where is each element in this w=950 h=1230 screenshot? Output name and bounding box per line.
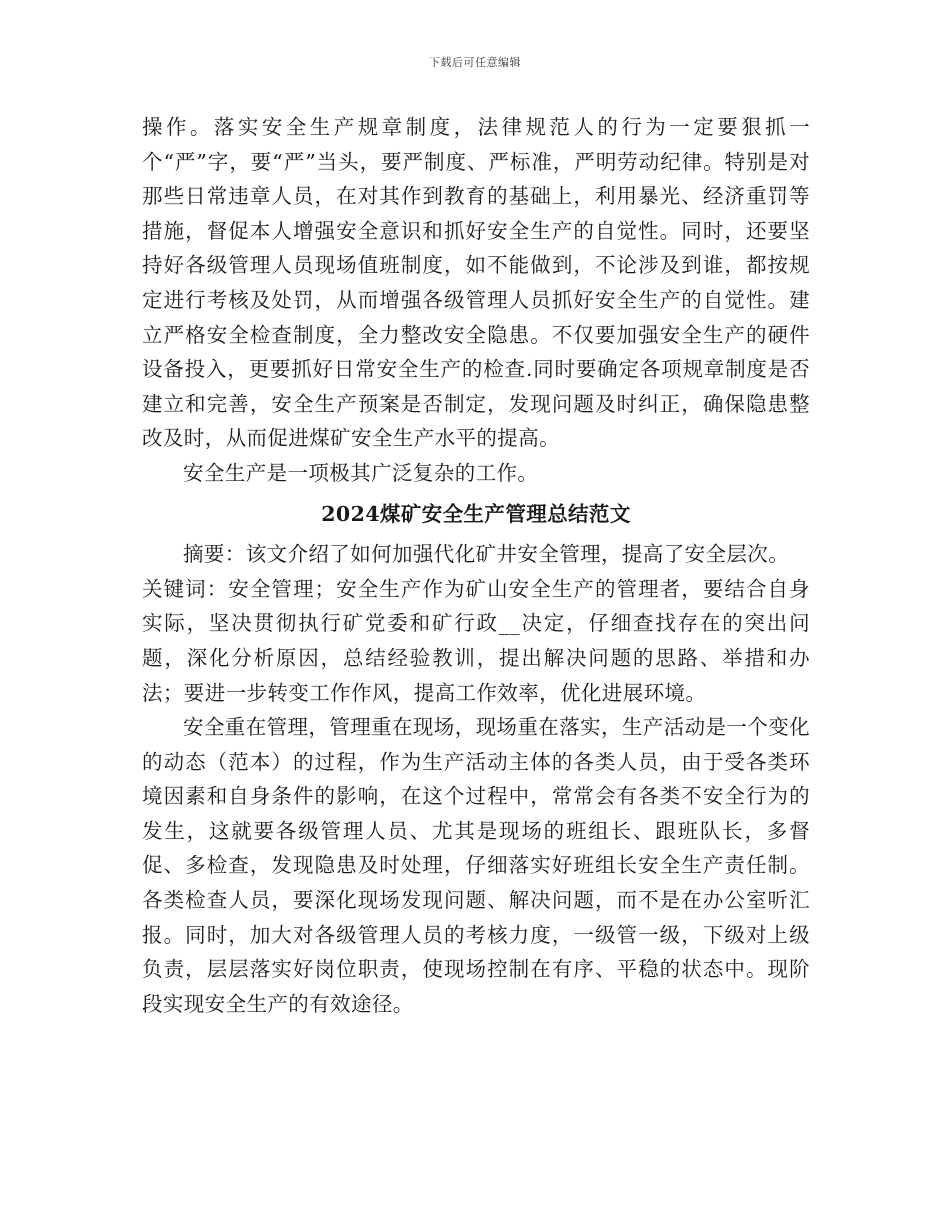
paragraph-5: 安全重在管理，管理重在现场，现场重在落实，生产活动是一个变化的动态（范本）的过程，作为生产活动主体的各类人员，由于受各类环境因素和自身条件的影响，在这个过程中，常常会有各类不安全行为的发生，这就要各级管理人员、尤其是现场的班组长、跟班队长，多督促、多检查，发现隐患及时处理，仔细落实好班组长安全生产责任制。各类检查人员，要深化现场发现问题、解决问题，而不是在办公室听汇报。同时，加大对各级管理人员的考核力度，一级管一级，下级对上级负责，层层落实好岗位职责，使现场控制在有序、平稳的状态中。现阶段实现安全生产的有效途径。 — [142, 715, 810, 1016]
abstract-paragraph: 摘要：该文介绍了如何加强代化矿井安全管理，提高了安全层次。 — [183, 542, 790, 567]
paragraph-2: 安全生产是一项极其广泛复杂的工作。 — [183, 460, 539, 485]
keywords-paragraph: 关键词：安全管理；安全生产作为矿山安全生产的管理者，要结合自身实际，坚决贯彻执行矿党委和矿行政__决定，仔细查找存在的突出问题，深化分析原因，总结经验教训，提出解决问题的思路、举措和办法；要进一步转变工作作风，提高工作效率，优化进展环境。 — [142, 576, 810, 705]
page-header-note: 下载后可任意编辑 — [429, 56, 521, 69]
document-body — [142, 110, 810, 1021]
paragraph-1: 操作。落实安全生产规章制度，法律规范人的行为一定要狠抓一个“严”字，要“严”当头，要严制度、严标准，严明劳动纪律。特别是对那些日常违章人员，在对其作到教育的基础上，利用暴光、经济重罚等措施，督促本人增强安全意识和抓好安全生产的自觉性。同时，还要坚持好各级管理人员现场值班制度，如不能做到，不论涉及到谁，都按规定进行考核及处罚，从而增强各级管理人员抓好安全生产的自觉性。建立严格安全检查制度，全力整改安全隐患。不仅要加强安全生产的硬件设备投入，更要抓好日常安全生产的检查.同时要确定各项规章制度是否建立和完善，安全生产预案是否制定，发现问题及时纠正，确保隐患整改及时，从而促进煤矿安全生产水平的提高。 — [142, 115, 810, 451]
document-title: 2024煤矿安全生产管理总结范文 — [321, 501, 631, 526]
